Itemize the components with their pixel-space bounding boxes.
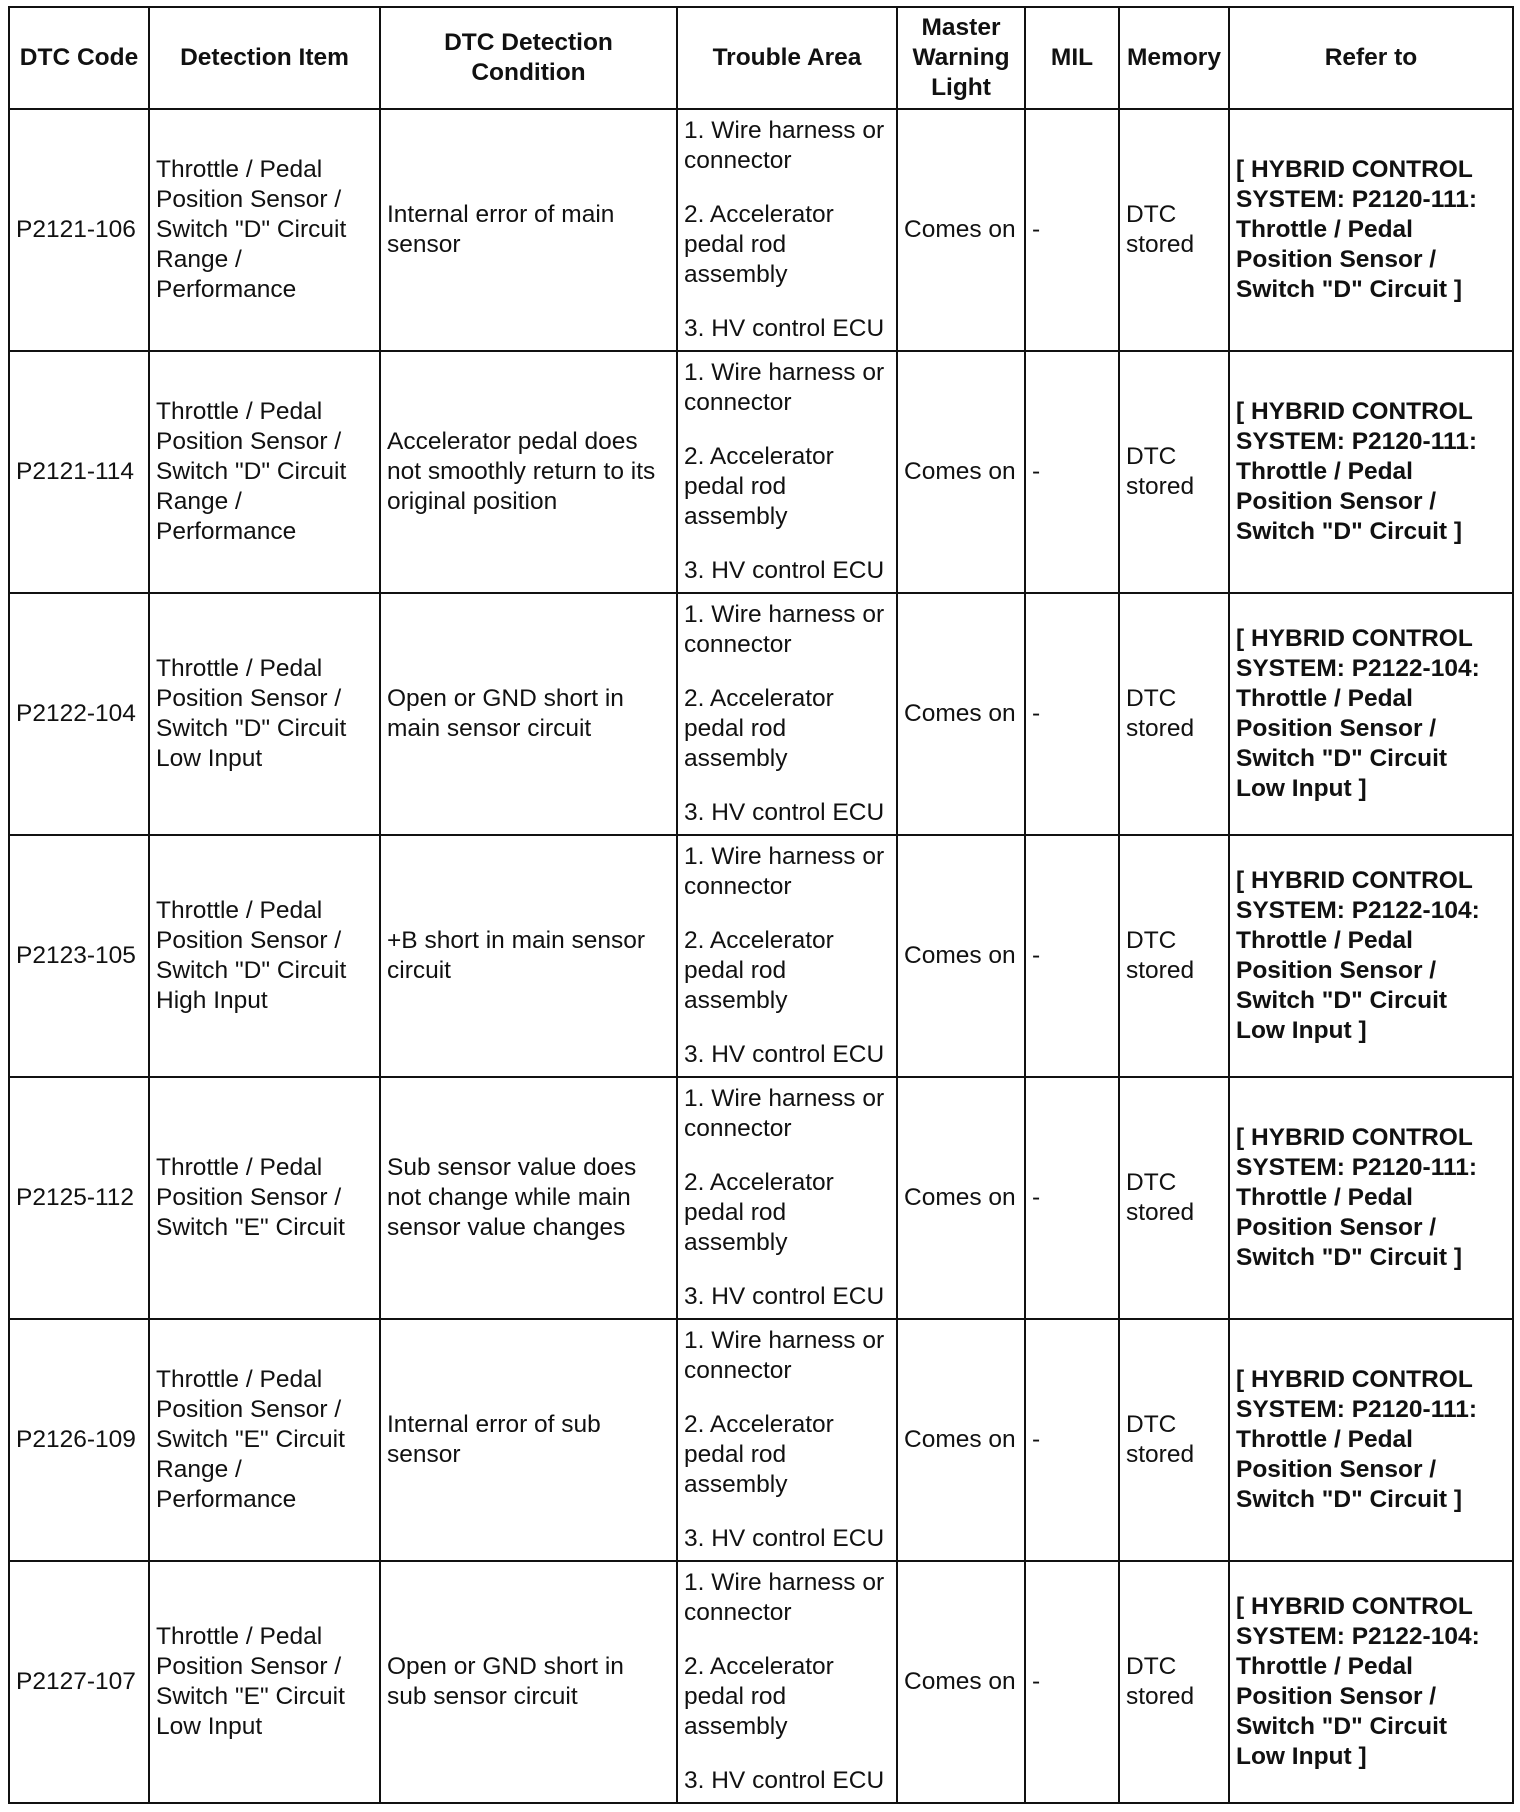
mil-cell: - [1025, 1319, 1119, 1561]
refer-to-cell: [ HYBRID CONTROL SYSTEM: P2122-104: Throttle / Pedal Position Sensor / Switch "D" Circuit Low Input ] [1229, 593, 1513, 835]
mil-cell: - [1025, 593, 1119, 835]
master-warning-cell: Comes on [897, 1077, 1025, 1319]
detection-item-cell: Throttle / Pedal Position Sensor / Switch "E" Circuit Range / Performance [149, 1319, 380, 1561]
master-warning-cell: Comes on [897, 593, 1025, 835]
trouble-area-item: 3. HV control ECU [684, 1283, 885, 1310]
dtc-code-cell: P2126-109 [9, 1319, 149, 1561]
memory-cell: DTC stored [1119, 1077, 1229, 1319]
trouble-area-item: 3. HV control ECU [684, 1041, 885, 1068]
header-dtc-code: DTC Code [9, 7, 149, 109]
header-refer-to: Refer to [1229, 7, 1513, 109]
detection-item-cell: Throttle / Pedal Position Sensor / Switch "D" Circuit Range / Performance [149, 109, 380, 351]
refer-to-cell: [ HYBRID CONTROL SYSTEM: P2120-111: Throttle / Pedal Position Sensor / Switch "D" Circuit ] [1229, 351, 1513, 593]
trouble-area-item: 2. Accelerator pedal rod assembly [684, 685, 834, 772]
mil-cell: - [1025, 109, 1119, 351]
trouble-area-item: 3. HV control ECU [684, 557, 885, 584]
dtc-code-cell: P2121-114 [9, 351, 149, 593]
table-row [9, 109, 1513, 351]
refer-to-cell: [ HYBRID CONTROL SYSTEM: P2122-104: Throttle / Pedal Position Sensor / Switch "D" Circuit Low Input ] [1229, 835, 1513, 1077]
dtc-code-cell: P2122-104 [9, 593, 149, 835]
table-header-row [9, 7, 1513, 109]
table-row [9, 1319, 1513, 1561]
trouble-area-item: 3. HV control ECU [684, 1525, 885, 1552]
refer-to-cell: [ HYBRID CONTROL SYSTEM: P2120-111: Throttle / Pedal Position Sensor / Switch "D" Circuit ] [1229, 109, 1513, 351]
trouble-area-cell [677, 1077, 897, 1319]
header-mil: MIL [1025, 7, 1119, 109]
master-warning-cell: Comes on [897, 351, 1025, 593]
trouble-area-cell [677, 351, 897, 593]
detection-item-cell: Throttle / Pedal Position Sensor / Switch "E" Circuit Low Input [149, 1561, 380, 1803]
trouble-area-cell [677, 593, 897, 835]
master-warning-cell: Comes on [897, 1561, 1025, 1803]
trouble-area-item: 1. Wire harness or connector [684, 117, 885, 174]
memory-cell: DTC stored [1119, 1561, 1229, 1803]
dtc-code-cell: P2123-105 [9, 835, 149, 1077]
trouble-area-item: 3. HV control ECU [684, 1767, 885, 1794]
table-row [9, 1077, 1513, 1319]
trouble-area-item: 3. HV control ECU [684, 799, 885, 826]
master-warning-cell: Comes on [897, 835, 1025, 1077]
dtc-table [8, 6, 1514, 1804]
header-detection-condition: DTC Detection Condition [380, 7, 677, 109]
trouble-area-item: 2. Accelerator pedal rod assembly [684, 927, 834, 1014]
table-row [9, 351, 1513, 593]
dtc-code-cell: P2125-112 [9, 1077, 149, 1319]
header-detection-item: Detection Item [149, 7, 380, 109]
header-master-warning-light: Master Warning Light [897, 7, 1025, 109]
memory-cell: DTC stored [1119, 593, 1229, 835]
trouble-area-item: 1. Wire harness or connector [684, 1085, 885, 1142]
trouble-area-item: 2. Accelerator pedal rod assembly [684, 1653, 834, 1740]
mil-cell: - [1025, 351, 1119, 593]
trouble-area-item: 1. Wire harness or connector [684, 1327, 885, 1384]
detection-condition-cell: Internal error of main sensor [380, 109, 677, 351]
refer-to-cell: [ HYBRID CONTROL SYSTEM: P2122-104: Throttle / Pedal Position Sensor / Switch "D" Circuit Low Input ] [1229, 1561, 1513, 1803]
table-row [9, 835, 1513, 1077]
trouble-area-item: 1. Wire harness or connector [684, 1569, 885, 1626]
master-warning-cell: Comes on [897, 1319, 1025, 1561]
trouble-area-item: 2. Accelerator pedal rod assembly [684, 201, 834, 288]
refer-to-cell: [ HYBRID CONTROL SYSTEM: P2120-111: Throttle / Pedal Position Sensor / Switch "D" Circuit ] [1229, 1319, 1513, 1561]
trouble-area-item: 1. Wire harness or connector [684, 843, 885, 900]
detection-condition-cell: Accelerator pedal does not smoothly return to its original position [380, 351, 677, 593]
trouble-area-item: 1. Wire harness or connector [684, 601, 885, 658]
trouble-area-item: 2. Accelerator pedal rod assembly [684, 1411, 834, 1498]
detection-item-cell: Throttle / Pedal Position Sensor / Switch "E" Circuit [149, 1077, 380, 1319]
trouble-area-item: 2. Accelerator pedal rod assembly [684, 443, 834, 530]
memory-cell: DTC stored [1119, 109, 1229, 351]
mil-cell: - [1025, 1077, 1119, 1319]
table-row [9, 1561, 1513, 1803]
mil-cell: - [1025, 1561, 1119, 1803]
detection-condition-cell: Open or GND short in sub sensor circuit [380, 1561, 677, 1803]
trouble-area-item: 3. HV control ECU [684, 315, 885, 342]
trouble-area-cell [677, 109, 897, 351]
trouble-area-cell [677, 1561, 897, 1803]
header-trouble-area: Trouble Area [677, 7, 897, 109]
detection-condition-cell: Internal error of sub sensor [380, 1319, 677, 1561]
trouble-area-cell [677, 1319, 897, 1561]
dtc-code-cell: P2121-106 [9, 109, 149, 351]
trouble-area-item: 2. Accelerator pedal rod assembly [684, 1169, 834, 1256]
detection-condition-cell: Open or GND short in main sensor circuit [380, 593, 677, 835]
detection-item-cell: Throttle / Pedal Position Sensor / Switch "D" Circuit Low Input [149, 593, 380, 835]
detection-item-cell: Throttle / Pedal Position Sensor / Switch "D" Circuit High Input [149, 835, 380, 1077]
detection-condition-cell: Sub sensor value does not change while main sensor value changes [380, 1077, 677, 1319]
trouble-area-item: 1. Wire harness or connector [684, 359, 885, 416]
mil-cell: - [1025, 835, 1119, 1077]
table-row [9, 593, 1513, 835]
header-memory: Memory [1119, 7, 1229, 109]
detection-condition-cell: +B short in main sensor circuit [380, 835, 677, 1077]
trouble-area-cell [677, 835, 897, 1077]
memory-cell: DTC stored [1119, 351, 1229, 593]
refer-to-cell: [ HYBRID CONTROL SYSTEM: P2120-111: Throttle / Pedal Position Sensor / Switch "D" Circuit ] [1229, 1077, 1513, 1319]
dtc-code-cell: P2127-107 [9, 1561, 149, 1803]
master-warning-cell: Comes on [897, 109, 1025, 351]
memory-cell: DTC stored [1119, 1319, 1229, 1561]
memory-cell: DTC stored [1119, 835, 1229, 1077]
detection-item-cell: Throttle / Pedal Position Sensor / Switch "D" Circuit Range / Performance [149, 351, 380, 593]
